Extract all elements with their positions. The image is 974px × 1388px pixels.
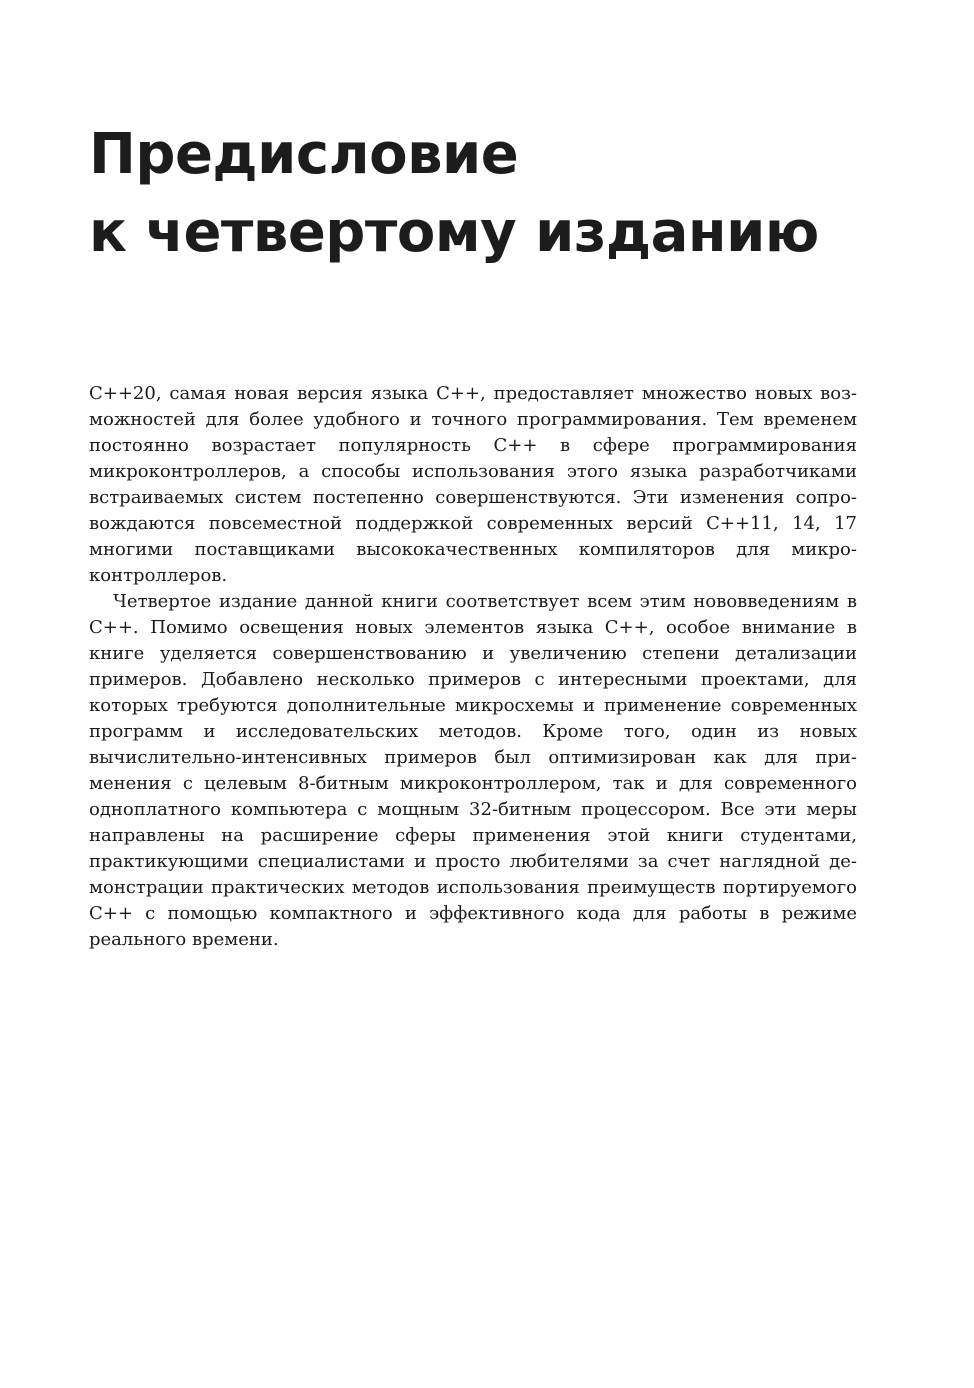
- paragraph-1: С++20, самая новая версия языка С++, предоставляет множество новых возможностей для более удобного и точного программирования. Тем временем постоянно возрастает популярность С++ в сфере программирования микроконтроллеров, а способы использования этого языка разработчиками встраиваемых систем постепенно совершенствуются. Эти изменения сопровождаются повсеместной поддержкой современных версий С++11, 14, 17 многими поставщиками высококачественных компиляторов для микроконтроллеров.: [89, 383, 857, 586]
- chapter-title: [89, 116, 869, 272]
- paragraph-2: Четвертое издание данной книги соответствует всем этим нововведениям в С++. Помимо освещения новых элементов языка С++, особое внимание в книге уделяется совершенствованию и увеличению степени детализации примеров. Добавлено несколько примеров с интересными проектами, для которых требуются дополнительные микросхемы и применение современных программ и исследовательских методов. Кроме того, один из новых вычислительно-интенсивных примеров был оптимизирован как для применения с целевым 8-битным микроконтроллером, так и для современного одноплатного компьютера с мощным 32-битным процессором. Все эти меры направлены на расширение сферы применения этой книги студентами, практикующими специалистами и просто любителями за счет наглядной демонстрации практических методов использования преимуществ портируемого С++ с помощью компактного и эффективного кода для работы в режиме реального времени.: [89, 591, 857, 950]
- chapter-title-line-1: Предисловие: [89, 122, 519, 187]
- preface-body: [89, 381, 857, 953]
- chapter-title-line-2: к четвертому изданию: [89, 200, 819, 265]
